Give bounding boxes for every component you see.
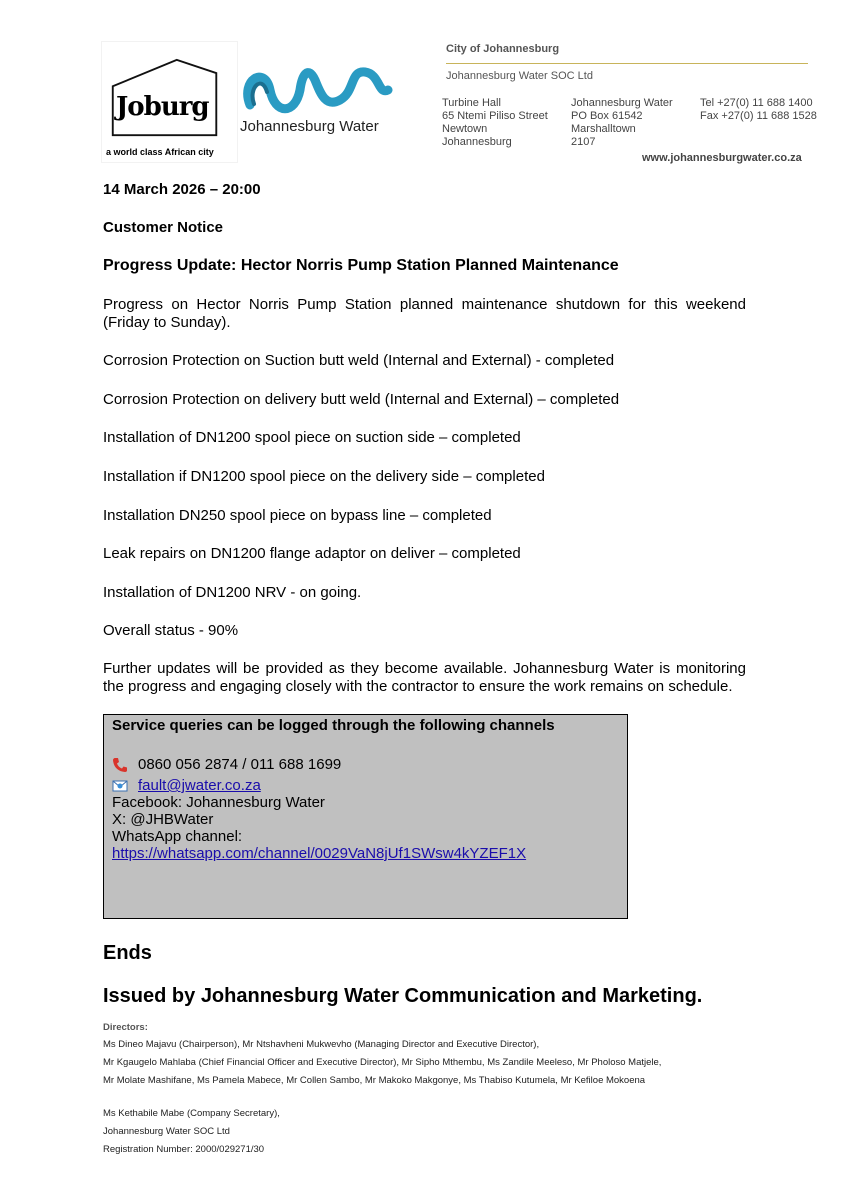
service-queries-box (103, 714, 628, 919)
address-line: 65 Ntemi Piliso Street (442, 110, 548, 122)
registration-number: Registration Number: 2000/029271/30 (103, 1144, 265, 1155)
directors-line: Ms Dineo Majavu (Chairperson), Mr Ntshavheni Mukwevho (Managing Director and Executive Director), (103, 1039, 540, 1050)
service-whatsapp-label: WhatsApp channel: (112, 828, 243, 845)
address-line: Turbine Hall (442, 97, 501, 109)
service-x[interactable]: X: @JHBWater (112, 811, 214, 828)
email-icon (112, 779, 128, 793)
phone-icon (112, 757, 128, 773)
further-updates: Further updates will be provided as they become available. Johannesburg Water is monitoring the progress and engaging closely with the contractor to ensure the work remains on schedule. (103, 660, 746, 695)
header-phone: Tel +27(0) 11 688 1400 (700, 97, 813, 109)
address-line: Johannesburg (442, 136, 512, 148)
directors-label: Directors: (103, 1022, 148, 1033)
johannesburg-water-logo (240, 60, 400, 140)
footer-company: Johannesburg Water SOC Ltd (103, 1126, 230, 1137)
progress-item: Installation if DN1200 spool piece on the delivery side – completed (103, 468, 545, 485)
issued-by: Issued by Johannesburg Water Communication and Marketing. (103, 985, 703, 1007)
service-email-link[interactable]: fault@jwater.co.za (138, 777, 261, 794)
company-name: Johannesburg Water SOC Ltd (446, 70, 593, 82)
notice-title: Progress Update: Hector Norris Pump Station Planned Maintenance (103, 257, 619, 274)
joburg-tagline: a world class African city (106, 147, 214, 157)
progress-item: Installation of DN1200 spool piece on suction side – completed (103, 429, 521, 446)
service-email-row (112, 777, 619, 794)
directors-line: Mr Molate Mashifane, Ms Pamela Mabece, Mr Collen Sambo, Mr Makoko Makgonye, Ms Thabiso Kutumela, Mr Kefiloe Mokoena (103, 1075, 646, 1086)
progress-item: Installation DN250 spool piece on bypass line – completed (103, 507, 492, 524)
ends-label: Ends (103, 942, 152, 964)
header-divider (446, 63, 808, 64)
address-line: PO Box 61542 (571, 110, 643, 122)
service-phone[interactable]: 0860 056 2874 / 011 688 1699 (138, 756, 342, 773)
address-line: Newtown (442, 123, 488, 135)
company-secretary: Ms Kethabile Mabe (Company Secretary), (103, 1108, 280, 1119)
header-fax: Fax +27(0) 11 688 1528 (700, 110, 817, 122)
progress-item: Corrosion Protection on delivery butt weld (Internal and External) – completed (103, 391, 620, 408)
service-facebook[interactable]: Facebook: Johannesburg Water (112, 794, 325, 811)
service-whatsapp-link[interactable]: https://whatsapp.com/channel/0029VaN8jUf1SWsw4kYZEF1X (112, 845, 527, 862)
address-line: Marshalltown (571, 123, 636, 135)
address-line: Johannesburg Water (571, 97, 673, 109)
service-phone-row (112, 756, 619, 773)
directors-line: Mr Kgaugelo Mahlaba (Chief Financial Officer and Executive Director), Mr Sipho Mthembu, Ms Zandile Meeleso, Mr Pholoso Matjele, (103, 1057, 662, 1068)
joburg-logo-text: Joburg (116, 92, 209, 122)
notice-intro: Progress on Hector Norris Pump Station planned maintenance shutdown for this weekend (Friday to Sunday). (103, 296, 746, 331)
progress-item: Installation of DN1200 NRV - on going. (103, 584, 362, 601)
address-line: 2107 (571, 136, 596, 148)
street-address (442, 97, 548, 149)
water-wave-icon (240, 60, 400, 118)
progress-item: Corrosion Protection on Suction butt weld (Internal and External) - completed (103, 352, 615, 369)
notice-date: 14 March 2026 – 20:00 (103, 181, 261, 198)
postal-address (571, 97, 673, 149)
overall-status: Overall status - 90% (103, 622, 239, 639)
city-title: City of Johannesburg (446, 43, 560, 55)
jw-logo-text: Johannesburg Water (240, 118, 379, 135)
notice-type: Customer Notice (103, 219, 224, 236)
progress-item: Leak repairs on DN1200 flange adaptor on deliver – completed (103, 545, 521, 562)
contact-numbers (700, 97, 817, 123)
website-link[interactable]: www.johannesburgwater.co.za (642, 152, 802, 164)
joburg-logo (101, 41, 238, 163)
service-title: Service queries can be logged through the following channels (112, 717, 555, 734)
